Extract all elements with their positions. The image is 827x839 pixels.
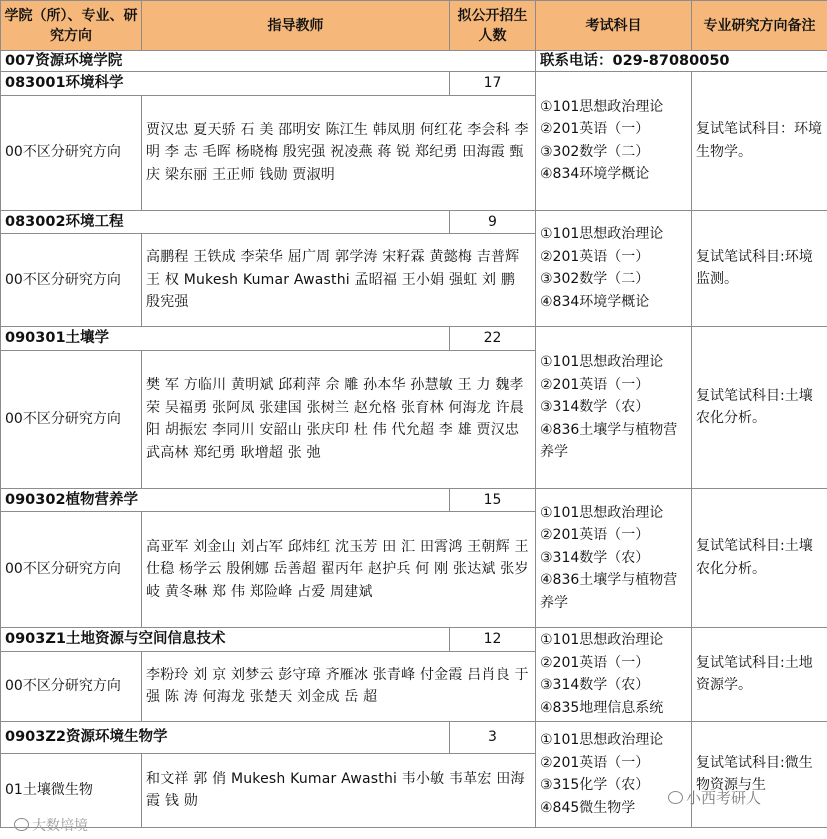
major-name: 090301土壤学 [1,327,450,351]
major-row [1,72,827,96]
direction-notes: 复试笔试科目:土壤农化分析。 [692,327,827,489]
major-quota: 17 [450,72,536,96]
subject-3: ③302数学（二） [540,271,650,288]
exam-subjects [536,488,692,628]
advisor-list: 高亚军 刘金山 刘占军 邱炜红 沈玉芳 田 汇 田霄鸿 王朝辉 王仕稳 杨学云 殷俐娜 岳善超 翟丙年 赵护兵 何 刚 张达斌 张岁岐 黄冬琳 郑 伟 郑险峰 占爱 周建斌 [142,512,536,628]
direction-notes: 复试笔试科目:土壤农化分析。 [692,488,827,628]
major-name: 083002环境工程 [1,210,450,234]
exam-subjects [536,72,692,211]
advisor-list: 高鹏程 王铁成 李荣华 屈广周 郭学涛 宋籽霖 黄懿梅 吉普辉 王 权 Mukesh Kumar Awasthi 孟昭福 王小娟 强虹 刘 鹏 殷宪强 [142,234,536,327]
major-name: 083001环境科学 [1,72,450,96]
header-college-major: 学院（所）、专业、研究方向 [1,1,142,51]
exam-subjects [536,327,692,489]
subject-3: ③314数学（农） [540,549,650,566]
advisor-list: 贾汉忠 夏天骄 石 美 邵明安 陈江生 韩凤朋 何红花 李会科 李 明 李 志 毛晖 杨晓梅 殷宪强 祝凌燕 蒋 锐 郑纪勇 田海霞 甄 庆 梁东丽 王正师 钱勋 贾淑明 [142,95,536,210]
research-direction: 00不区分研究方向 [1,350,142,488]
major-quota: 12 [450,628,536,652]
exam-subjects [536,721,692,827]
subject-1: ①101思想政治理论 [540,98,664,115]
major-row [1,327,827,351]
header-direction-notes: 专业研究方向备注 [692,1,827,51]
subject-1: ①101思想政治理论 [540,504,664,521]
subject-3: ③314数学（农） [540,677,650,694]
subject-1: ①101思想政治理论 [540,732,664,748]
subject-4: ④835地理信息系统 [540,699,664,716]
subject-2: ②201英语（一） [540,754,650,771]
subject-2: ②201英语（一） [540,376,650,393]
subject-4: ④836土壤学与植物营养学 [540,572,678,611]
major-name: 0903Z1土地资源与空间信息技术 [1,628,450,652]
exam-subjects [536,210,692,327]
research-direction: 00不区分研究方向 [1,651,142,721]
advisor-list: 和文祥 郭 俏 Mukesh Kumar Awasthi 韦小敏 韦革宏 田海霞 钱 勋 [142,753,536,827]
watermark-wechat [668,787,761,808]
subject-3: ③315化学（农） [540,777,650,793]
watermark-left-text: 大数培境 [32,818,88,834]
subject-3: ③302数学（二） [540,143,650,160]
subject-4: ④834环境学概论 [540,293,650,310]
direction-notes: 复试笔试科目:环境监测。 [692,210,827,327]
subject-4: ④845微生物学 [540,799,636,816]
major-row [1,210,827,234]
major-name: 090302植物营养学 [1,488,450,512]
college-phone: 联系电话：029-87080050 [536,51,827,72]
research-direction: 01土壤微生物 [1,753,142,827]
subject-2: ②201英语（一） [540,654,650,671]
subject-1: ①101思想政治理论 [540,354,664,370]
subject-4: ④836土壤学与植物营养学 [540,421,678,460]
major-row [1,721,827,753]
exam-subjects [536,628,692,722]
wechat-icon [668,791,683,804]
watermark-left [14,815,88,835]
major-name: 0903Z2资源环境生物学 [1,721,450,753]
research-direction: 00不区分研究方向 [1,234,142,327]
advisor-list: 李粉玲 刘 京 刘梦云 彭守璋 齐雁冰 张青峰 付金霞 吕肖良 于 强 陈 涛 何海龙 张楚天 刘金成 岳 超 [142,651,536,721]
header-exam-subjects: 考试科目 [536,1,692,51]
header-quota: 拟公开招生人数 [450,1,536,51]
subject-3: ③314数学（农） [540,399,650,415]
major-row [1,488,827,512]
subject-2: ②201英语（一） [540,527,650,543]
research-direction: 00不区分研究方向 [1,512,142,628]
research-direction: 00不区分研究方向 [1,95,142,210]
subject-2: ②201英语（一） [540,121,650,138]
subject-1: ①101思想政治理论 [540,632,664,649]
advisor-list: 樊 军 方临川 黄明斌 邱莉萍 佘 雕 孙本华 孙慧敏 王 力 魏孝荣 吴福勇 张阿凤 张建国 张树兰 赵允格 张育林 何海龙 许晨阳 胡振宏 李同川 安韶山 张庆印 杜 伟 代允超 李 雄 贾汉忠 武高林 郑纪勇 耿增超 张 弛 [142,350,536,488]
subject-2: ②201英语（一） [540,248,650,265]
watermark-logo-icon [14,818,29,831]
subject-1: ①101思想政治理论 [540,226,664,243]
header-advisors: 指导教师 [142,1,450,51]
direction-notes: 复试笔试科目：环境生物学。 [692,72,827,211]
major-quota: 22 [450,327,536,351]
direction-notes: 复试笔试科目:土地资源学。 [692,628,827,722]
subject-4: ④834环境学概论 [540,166,650,183]
major-quota: 3 [450,721,536,753]
watermark-right-text: 小西考研人 [686,789,762,807]
header-row [1,1,827,51]
major-row [1,628,827,652]
major-quota: 15 [450,488,536,512]
direction-notes: 复试笔试科目:微生物资源与生 [692,721,827,827]
major-quota: 9 [450,210,536,234]
college-name: 007资源环境学院 [1,51,536,72]
college-row [1,51,827,72]
